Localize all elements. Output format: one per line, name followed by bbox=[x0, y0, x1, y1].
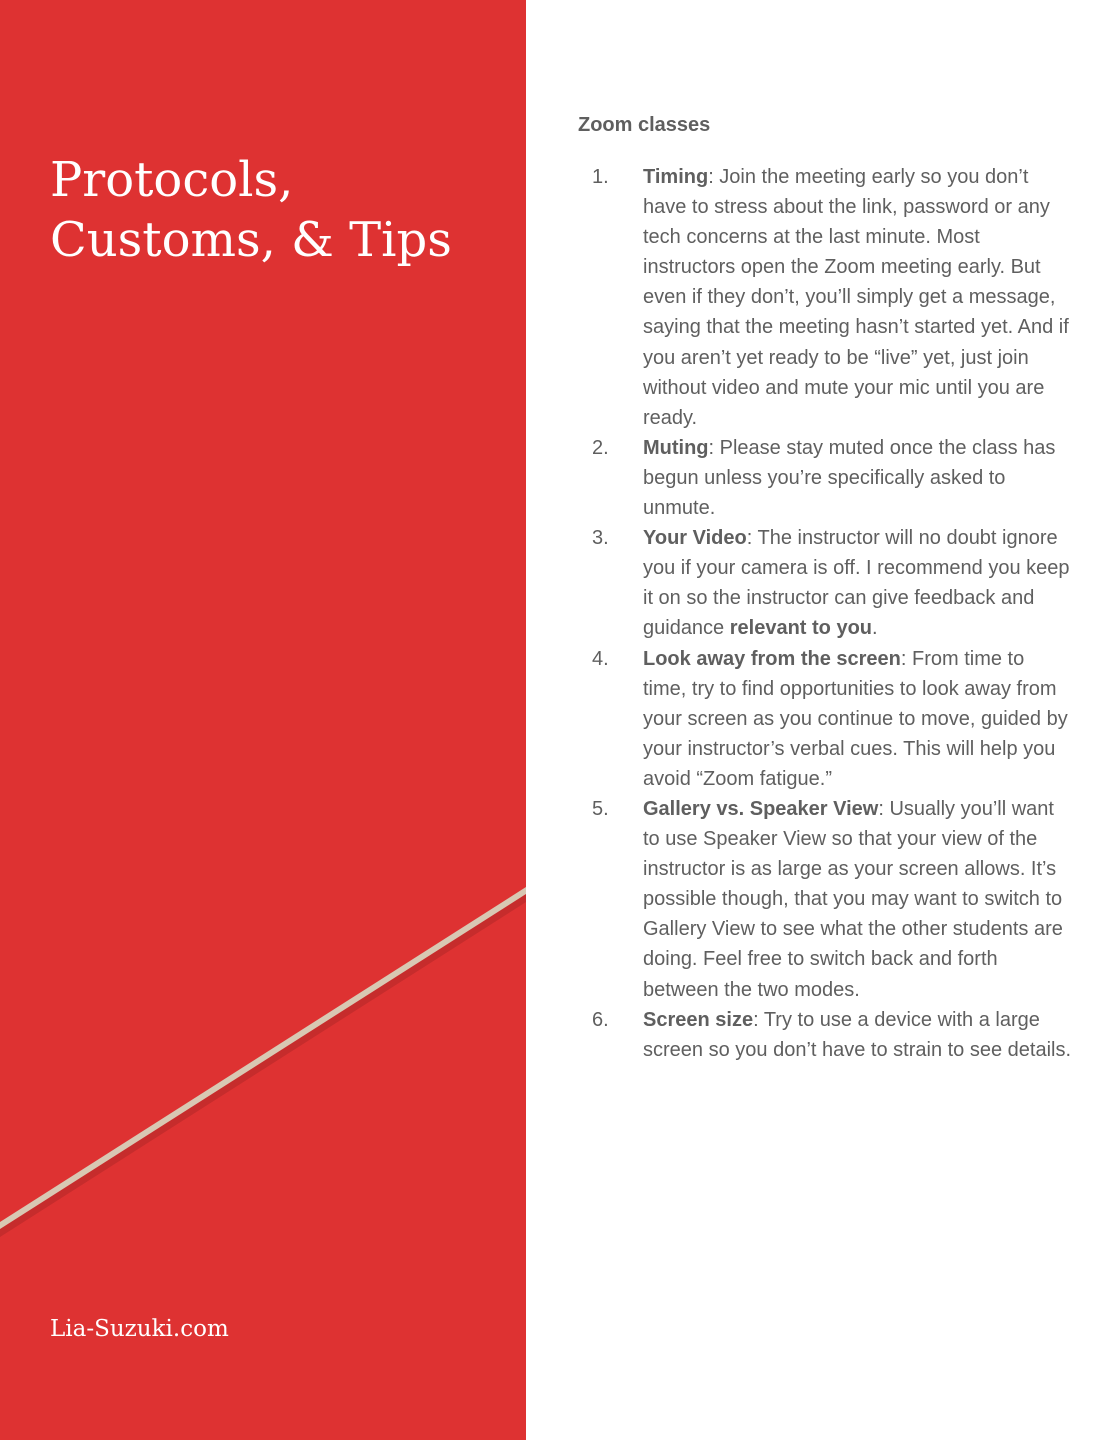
list-item-text: : Please stay muted once the class has begun unless you’re specifically asked to unmute. bbox=[643, 436, 1056, 520]
list-item-text: : Usually you’ll want to use Speaker View so that your view of the instructor is as large as your screen allows. It’s possible though, that you may want to switch to Gallery View to see what the other students are doing. Feel free to switch back and forth between the two modes. bbox=[643, 797, 1063, 1001]
document-title bbox=[50, 150, 510, 270]
list-item bbox=[578, 433, 1073, 523]
website-label: Lia-Suzuki.com bbox=[50, 1316, 229, 1342]
list-item-number: 1. bbox=[592, 166, 609, 188]
list-item-number: 4. bbox=[592, 647, 609, 670]
title-line-2: Customs, & Tips bbox=[50, 212, 452, 268]
list-item-term: Timing bbox=[643, 166, 709, 188]
list-item-term: Gallery vs. Speaker View bbox=[643, 797, 879, 820]
list-item-number: 2. bbox=[592, 436, 609, 459]
tips-list bbox=[578, 162, 1073, 1065]
list-item bbox=[578, 523, 1073, 643]
list-item bbox=[578, 644, 1073, 794]
cover-panel bbox=[0, 0, 526, 1440]
list-item-text: : The instructor will no doubt ignore you if your camera is off. I recommend you keep it on so the instructor can give feedback and guidance bbox=[643, 527, 1070, 640]
list-item-number: 5. bbox=[592, 797, 609, 820]
section-heading: Zoom classes bbox=[578, 114, 711, 136]
list-item-text: : Join the meeting early so you don’t have to stress about the link, password or any tech concerns at the last minute. Most instructors open the Zoom meeting early. But even if they don’t, you’ll simply get a message, saying that the meeting hasn’t started yet. And if you aren’t yet ready to be “live” yet, just join without video and mute your mic until you are ready. bbox=[643, 166, 1069, 429]
list-item bbox=[578, 794, 1073, 1005]
title-line-1: Protocols, bbox=[50, 152, 294, 208]
list-item-text: : Try to use a device with a large screen so you don’t have to strain to see details. bbox=[643, 1008, 1072, 1061]
list-item bbox=[578, 162, 1073, 433]
main-content bbox=[578, 110, 1073, 1065]
list-item bbox=[578, 1005, 1073, 1065]
list-item-number: 3. bbox=[592, 527, 609, 550]
list-item-number: 6. bbox=[592, 1008, 609, 1031]
list-item-term: Screen size bbox=[643, 1008, 754, 1031]
list-item-text: : From time to time, try to find opportunities to look away from your screen as you continue to move, guided by your instructor’s verbal cues. This will help you avoid “Zoom fatigue.” bbox=[643, 647, 1068, 790]
list-item-emphasis: relevant to you bbox=[729, 617, 873, 640]
list-item-term: Look away from the screen bbox=[643, 647, 901, 670]
list-item-term: Muting bbox=[643, 436, 709, 459]
list-item-tail: . bbox=[872, 617, 878, 640]
list-item-term: Your Video bbox=[643, 527, 747, 550]
